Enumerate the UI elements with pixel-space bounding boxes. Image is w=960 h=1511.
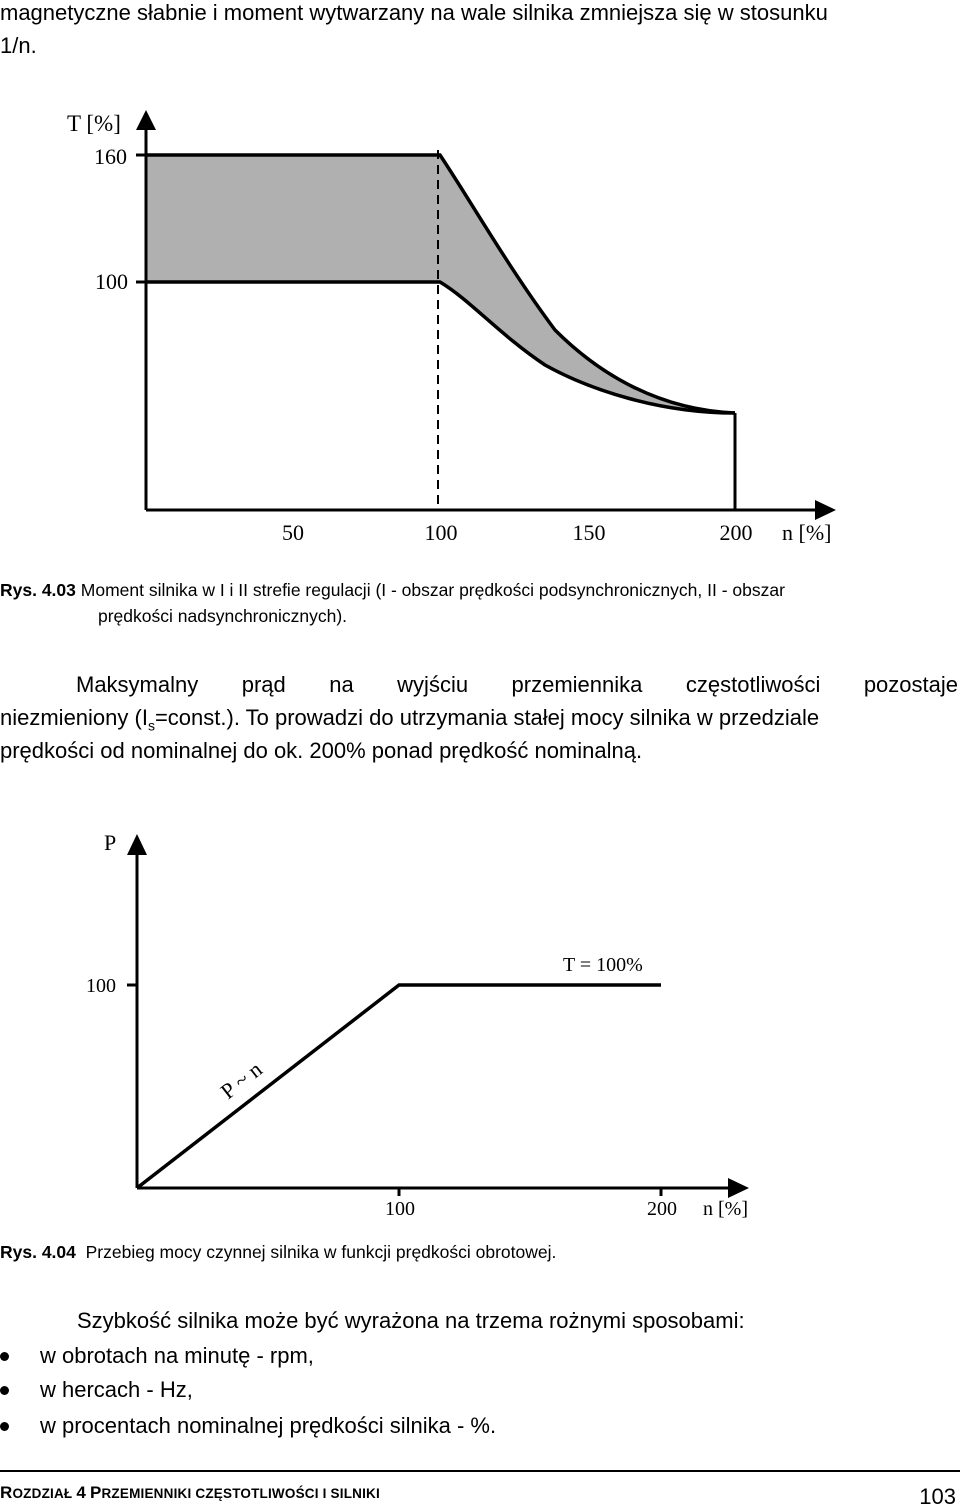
paragraph-line-2-a: niezmieniony (I xyxy=(0,705,148,730)
x-axis-arrow xyxy=(815,500,836,520)
y-axis-arrow xyxy=(136,110,156,130)
bullet-icon xyxy=(0,1386,9,1395)
intro-line-2: 1/n. xyxy=(0,33,37,58)
figure-1-caption xyxy=(0,578,785,602)
figure-1-caption-line-2: prędkości nadsynchronicznych). xyxy=(98,606,348,626)
x-tick-label-150: 150 xyxy=(572,520,606,545)
flat-segment-label: T = 100% xyxy=(563,954,643,976)
paragraph-line-1: Maksymalny prąd na wyjściu przemiennika częstotliwości pozostaje xyxy=(76,672,958,697)
x-tick-label-200: 200 xyxy=(719,520,753,545)
y-tick-label-100: 100 xyxy=(95,269,128,294)
paragraph-line-3: prędkości od nominalnej do ok. 200% ponad prędkość nominalną. xyxy=(0,738,643,763)
p-x-tick-label-100: 100 xyxy=(385,1198,415,1220)
y-axis-label: T [%] xyxy=(67,111,121,136)
footer-chapter xyxy=(0,1483,380,1503)
caption-number-2: Rys. 4.04 xyxy=(0,1242,76,1262)
p-x-axis-arrow xyxy=(728,1178,749,1198)
subscript-s: s xyxy=(147,717,155,734)
page-number: 103 xyxy=(919,1484,956,1509)
slope-segment-label: P ~ n xyxy=(215,1056,267,1104)
figure-2-caption xyxy=(0,1240,556,1264)
power-curve xyxy=(137,985,661,1188)
paragraph-line-2-b: =const.). To prowadzi do utrzymania stałej mocy silnika w przedziale xyxy=(154,705,820,730)
footer-chapter-rozdzial: OZDZIAŁ xyxy=(12,1486,73,1501)
speed-intro: Szybkość silnika może być wyrażona na trzema rożnymi sposobami: xyxy=(77,1308,745,1333)
x-tick-label-50: 50 xyxy=(282,520,304,545)
list-item-text: w obrotach na minutę - rpm, xyxy=(40,1343,314,1368)
footer-rule xyxy=(0,1470,960,1472)
p-y-axis-label: P xyxy=(104,830,117,855)
footer-chapter-title: RZEMIENNIKI CZĘSTOTLIWOŚCI I SILNIKI xyxy=(101,1486,380,1501)
power-chart xyxy=(0,820,960,1230)
caption-number: Rys. 4.03 xyxy=(0,580,76,600)
p-y-axis-arrow xyxy=(127,834,147,855)
y-tick-label-160: 160 xyxy=(94,144,127,169)
list-item-text: w hercach - Hz, xyxy=(40,1377,193,1402)
caption-text: Moment silnika w I i II strefie regulacji (I - obszar prędkości podsynchronicznych, II - obszar xyxy=(80,580,785,600)
x-axis-label: n [%] xyxy=(782,520,832,545)
footer-chapter-p: P xyxy=(89,1483,102,1502)
bullet-icon xyxy=(0,1422,9,1431)
x-tick-label-100: 100 xyxy=(424,520,458,545)
intro-line-1: magnetyczne słabnie i moment wytwarzany na wale silnika zmniejsza się w stosunku xyxy=(0,0,828,25)
p-y-tick-label-100: 100 xyxy=(86,975,116,997)
p-x-axis-label: n [%] xyxy=(703,1198,748,1220)
p-x-tick-label-200: 200 xyxy=(647,1198,677,1220)
caption-text-2: Przebieg mocy czynnej silnika w funkcji prędkości obrotowej. xyxy=(85,1242,557,1262)
bullet-icon xyxy=(0,1352,9,1361)
footer-chapter-num: 4 xyxy=(76,1483,86,1502)
footer-chapter-r: R xyxy=(0,1483,13,1502)
torque-chart xyxy=(0,100,960,560)
list-item-text: w procentach nominalnej prędkości silnika - %. xyxy=(40,1413,497,1438)
